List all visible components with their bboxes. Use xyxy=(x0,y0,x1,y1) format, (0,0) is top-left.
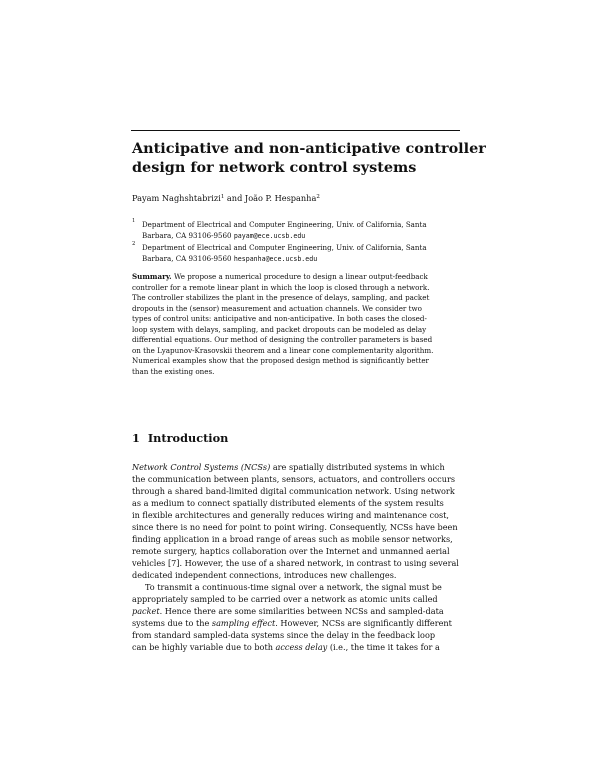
author-list xyxy=(132,193,320,203)
summary-line xyxy=(132,272,462,283)
affiliation-mark: 1 xyxy=(220,194,225,200)
affiliation-number: 2 xyxy=(132,241,136,247)
summary-text: We propose a numerical procedure to design a linear output-feedback xyxy=(171,272,428,281)
paragraph-text: . However, NCSs are significantly different xyxy=(275,618,452,629)
paragraph-line: dedicated independent connections, introduces new challenges. xyxy=(132,570,397,581)
paragraph-line: remote surgery, haptics collaboration over the Internet and unmanned aerial xyxy=(132,546,450,557)
summary-abstract xyxy=(132,272,462,377)
author-name: Payam Naghshtabrizi xyxy=(132,193,221,203)
paragraph-line: as a medium to connect spatially distributed elements of the system results xyxy=(132,498,444,509)
summary-line: controller for a remote linear plant in which the loop is closed through a network. xyxy=(132,282,430,292)
affiliation-address: Barbara, CA 93106-9560 xyxy=(142,231,234,241)
summary-line: than the existing ones. xyxy=(132,366,215,376)
paragraph-line xyxy=(132,641,462,653)
section-title: Introduction xyxy=(147,431,229,445)
paragraph-line xyxy=(132,617,462,629)
title-line: design for network control systems xyxy=(132,159,417,176)
paragraph-line: in flexible architectures and generally reduces wiring and maintenance cost, xyxy=(132,510,450,521)
affiliation xyxy=(132,242,462,266)
author-conjunction: and xyxy=(224,193,245,203)
section-heading xyxy=(132,431,228,445)
paragraph-line: the communication between plants, sensors, actuators, and controllers occurs xyxy=(132,474,456,485)
affiliation-line xyxy=(132,230,462,242)
paragraph-text: (i.e., the time it takes for a xyxy=(327,642,440,653)
italic-term: Network Control Systems (NCSs) xyxy=(132,462,271,472)
summary-line: loop system with delays, sampling, and packet dropouts can be modeled as delay xyxy=(132,324,427,334)
affiliation-address: Barbara, CA 93106-9560 xyxy=(142,254,234,264)
italic-term: packet xyxy=(132,606,160,617)
affiliation-mark: 2 xyxy=(316,194,320,200)
title-line: Anticipative and non-anticipative controller xyxy=(132,140,486,157)
summary-line: The controller stabilizes the plant in the presence of delays, sampling, and packet xyxy=(132,293,430,303)
summary-line: types of control units: anticipative and non-anticipative. In both cases the closed- xyxy=(132,314,427,324)
author-name: João P. Hespanha xyxy=(244,193,317,203)
section-number: 1 xyxy=(132,431,140,445)
paragraph-line xyxy=(132,605,462,617)
affiliation-line: Department of Electrical and Computer Engineering, Univ. of California, Santa xyxy=(142,220,427,229)
paragraph-text: can be highly variable due to both xyxy=(132,642,276,653)
paragraph xyxy=(132,581,462,653)
affiliation-number: 1 xyxy=(132,218,136,224)
paragraph-line xyxy=(132,461,462,473)
title-rule xyxy=(131,130,460,131)
summary-line: differential equations. Our method of designing the controller parameters is based xyxy=(132,335,433,345)
paragraph xyxy=(132,461,462,581)
paragraph-line: finding application in a broad range of areas such as mobile sensor networks, xyxy=(132,534,453,545)
email: payam@ece.ucsb.edu xyxy=(233,232,306,241)
paragraph-text: systems due to the xyxy=(132,618,212,629)
paragraph-text: are spatially distributed systems in which xyxy=(270,462,445,472)
italic-term: sampling effect xyxy=(211,618,276,629)
paragraph-text: . Hence there are some similarities between NCSs and sampled-data xyxy=(159,606,444,617)
paragraph-line: To transmit a continuous-time signal over a network, the signal must be xyxy=(145,582,442,592)
paragraph-line: since there is no need for point to point wiring. Consequently, NCSs have been xyxy=(132,522,458,533)
affiliation-line xyxy=(132,253,462,265)
email: hespanha@ece.ucsb.edu xyxy=(233,255,318,264)
paper-title xyxy=(132,139,486,177)
paragraph-line: appropriately sampled to be carried over a network as atomic units called xyxy=(132,594,438,605)
paragraph-line: from standard sampled-data systems since the delay in the feedback loop xyxy=(132,630,436,641)
paragraph-line: vehicles [7]. However, the use of a shared network, in contrast to using several xyxy=(132,558,459,569)
affiliation xyxy=(132,219,462,243)
summary-line: dropouts in the (sensor) measurement and actuation channels. We consider two xyxy=(132,303,422,313)
summary-label: Summary. xyxy=(132,272,172,281)
italic-term: access delay xyxy=(275,642,328,653)
affiliation-line: Department of Electrical and Computer Engineering, Univ. of California, Santa xyxy=(142,243,427,252)
summary-line: Numerical examples show that the proposed design method is significantly better xyxy=(132,356,429,366)
summary-line: on the Lyapunov-Krasovskii theorem and a linear cone complementarity algorithm. xyxy=(132,345,434,355)
paragraph-line: through a shared band-limited digital communication network. Using network xyxy=(132,486,455,497)
